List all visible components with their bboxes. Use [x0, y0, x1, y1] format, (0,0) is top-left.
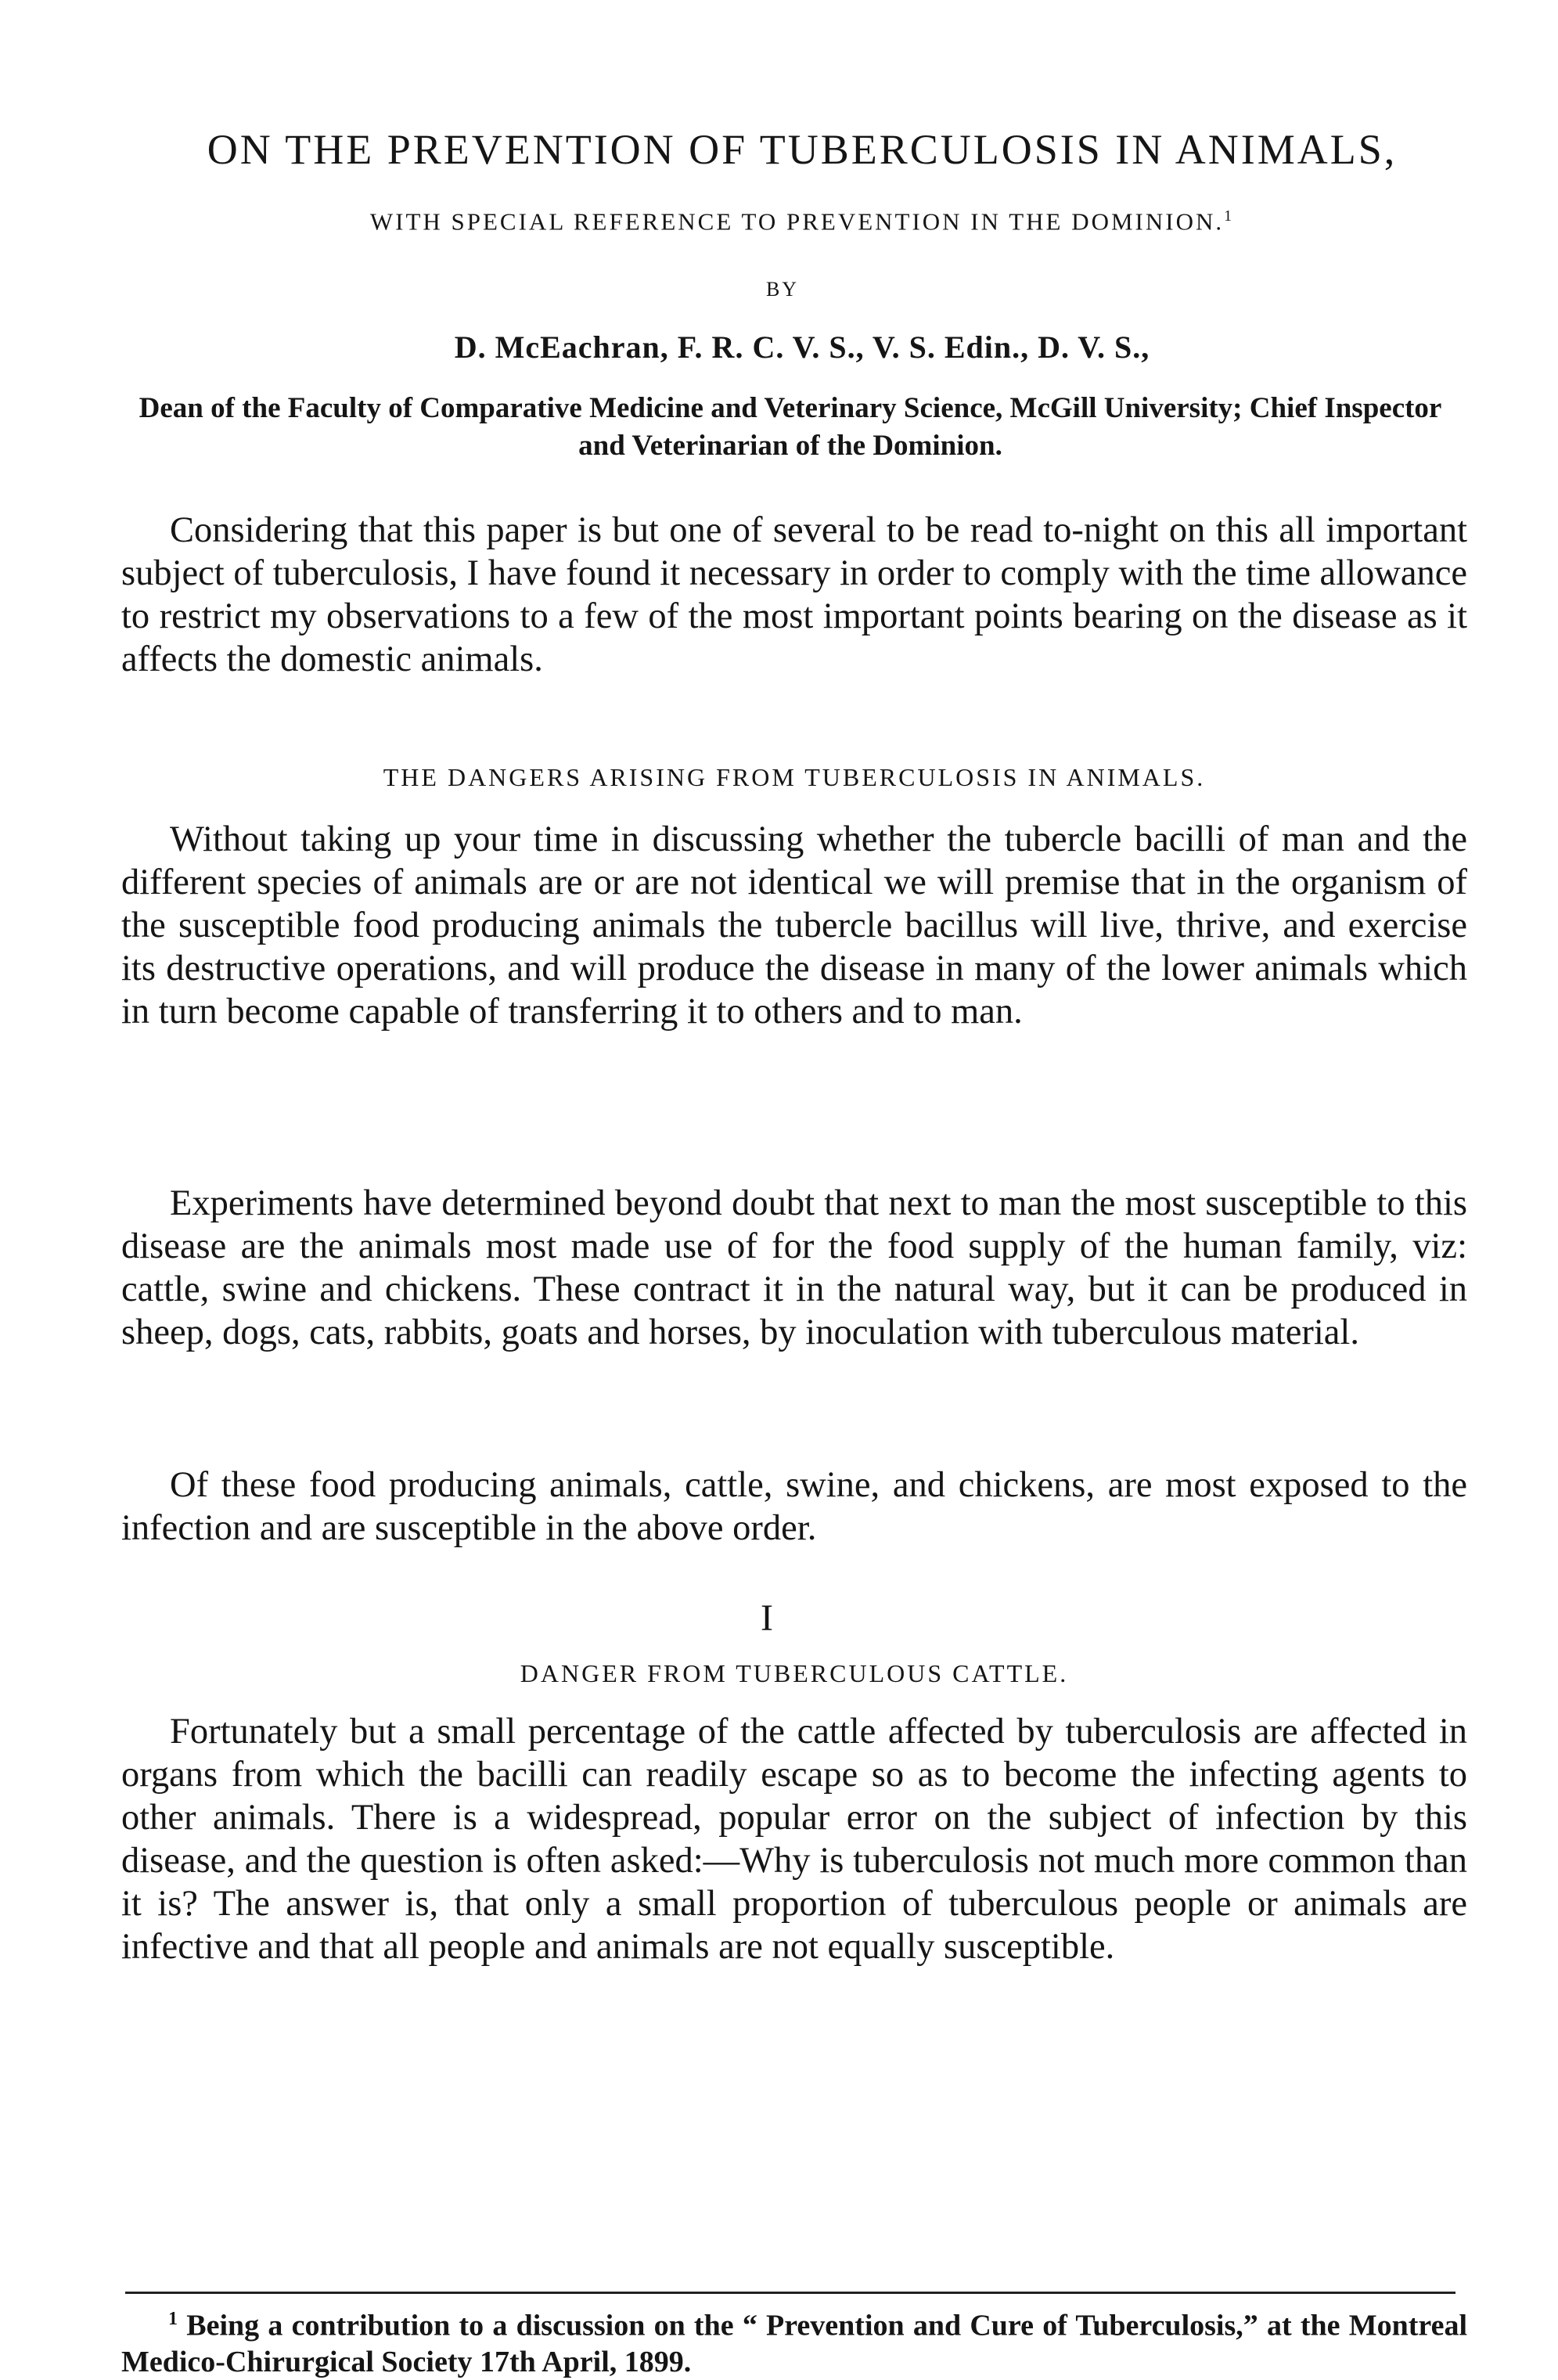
section-heading-cattle: DANGER FROM TUBERCULOUS CATTLE. — [520, 1659, 1069, 1687]
cattle-paragraph: Fortunately but a small percentage of the cattle affected by tuberculosis are affected in organs from which the bacilli can readily escape so as to become the infecting agents to other animals. There is a widespread, popular error on the subject of infection by this disease, and the question is often asked:—Why is tuberculosis not much more common than it is? The answer is, that only a small proportion of tuberculous people or animals are infective and that all people and animals are not equally susceptible. — [121, 1712, 1467, 1967]
subtitle-text: WITH SPECIAL REFERENCE TO PREVENTION IN THE DOMINION. — [369, 207, 1225, 236]
section-heading-dangers: THE DANGERS ARISING FROM TUBERCULOSIS IN ANIMALS. — [383, 763, 1206, 791]
footnote-mark: 1 — [168, 2309, 178, 2329]
dangers-paragraph-2: Experiments have determined beyond doubt that next to man the most susceptible to this disease are the animals most made use of for the food supply of the human family, viz: cattle, swine and chickens. These contract it in the natural way, but it can be produced in sheep, dogs, cats, rabbits, goats and horses, by inoculation with tuberculous material. — [121, 1183, 1467, 1352]
article-title: ON THE PREVENTION OF TUBERCULOSIS IN ANIMALS, — [207, 126, 1398, 173]
by-line: BY — [765, 278, 800, 301]
dangers-paragraph-1: Without taking up your time in discussing whether the tubercle bacilli of man and the different species of animals are or are not identical we will premise that in the organism of the susceptible food producing animals the tubercle bacillus will live, thrive, and exercise its destructive operations, and will produce the disease in many of the lower animals which in turn become capable of transferring it to others and to man. — [121, 819, 1467, 1032]
author-name: D. McEachran, F. R. C. V. S., V. S. Edin., D. V. S., — [454, 329, 1150, 365]
dangers-paragraph-3: Of these food producing animals, cattle, swine, and chickens, are most exposed to the infection and are susceptible in the above order. — [121, 1465, 1467, 1548]
article-subtitle — [180, 207, 1424, 236]
subtitle-footnote-mark: 1 — [1224, 207, 1235, 225]
footnote-text: Being a contribution to a discussion on the “ Prevention and Cure of Tuberculosis,” at the Montreal Medico-Chirurgical Society 17th April, 1899. — [121, 2309, 1467, 2378]
footnote-divider — [125, 2292, 1455, 2294]
intro-paragraph: Considering that this paper is but one of several to be read to-night on this all important subject of tuberculosis, I have found it necessary in order to comply with the time allowance to restrict my observations to a few of the most important points bearing on the disease as it affects the domestic animals. — [121, 510, 1468, 679]
footnote — [121, 2301, 1467, 2380]
author-affiliation: Dean of the Faculty of Comparative Medicine and Veterinary Science, McGill University; Chief Inspector and Veterinarian of the Dominion. — [139, 392, 1442, 462]
section-number: I — [761, 1597, 773, 1639]
